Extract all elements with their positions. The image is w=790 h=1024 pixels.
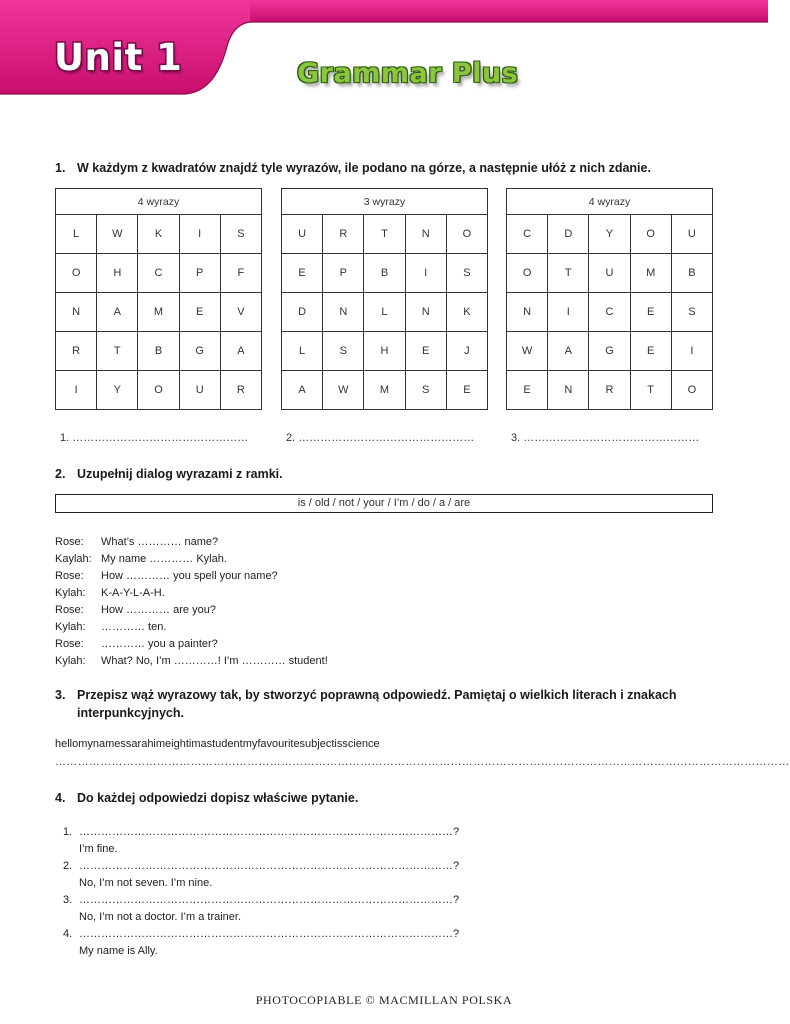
dialogue-line: [55, 636, 328, 653]
dialogue-text: What’s ………… name?: [101, 536, 219, 548]
grid-letter: U: [282, 215, 323, 254]
grid-letter: O: [630, 215, 671, 254]
answer-blank-2[interactable]: 2. …………………………………………: [286, 432, 475, 444]
item-number: 1.: [63, 826, 73, 838]
dialogue-line: [55, 653, 328, 670]
grid-letter: S: [405, 370, 446, 409]
question-blank[interactable]: …………………………………………………………………………………………?: [79, 860, 460, 872]
grid-letter: S: [446, 254, 487, 293]
dialogue-line: [55, 619, 328, 636]
exercise-number: 3.: [55, 688, 66, 702]
grid-letter: N: [507, 293, 548, 332]
grid-letter: N: [323, 293, 364, 332]
instruction-text-continued: interpunkcyjnych.: [77, 706, 184, 720]
dialogue-text: How ………… are you?: [101, 604, 216, 616]
answer-text: No, I’m not seven. I’m nine.: [79, 877, 213, 889]
word-snake: hellomynamessarahimeightimastudentmyfavouritesubjectisscience: [55, 738, 380, 750]
grid-letter: T: [630, 370, 671, 409]
grid-letter: E: [446, 370, 487, 409]
answer-text: My name is Ally.: [79, 945, 158, 957]
unit-title: Unit 1: [54, 36, 183, 79]
instruction-text: W każdym z kwadratów znajdź tyle wyrazów, ile podano na górze, a następnie ułóż z nich zdanie.: [77, 161, 651, 175]
speaker: Kaylah:: [55, 553, 92, 565]
grid-letter: A: [220, 332, 261, 371]
exercise-4-instruction: [55, 789, 358, 807]
grid-letter: A: [282, 370, 323, 409]
grid-letter: P: [323, 254, 364, 293]
grid-letter: I: [179, 215, 220, 254]
grid-letter: O: [671, 370, 712, 409]
dialogue-line: [55, 551, 328, 568]
grid-letter: U: [589, 254, 630, 293]
answer-blank-1[interactable]: 1. …………………………………………: [60, 432, 249, 444]
dialogue-text: How ………… you spell your name?: [101, 570, 278, 582]
grid-letter: T: [97, 332, 138, 371]
answer-line[interactable]: ……………………………………………………………………………………………………………………………………………………………………………: [55, 756, 790, 768]
grid-letter: T: [364, 215, 405, 254]
item-number: 3.: [63, 894, 73, 906]
grid-letter: W: [97, 215, 138, 254]
grid-letter: I: [671, 332, 712, 371]
dialogue-text: K-A-Y-L-A-H.: [101, 587, 165, 599]
question-answer-list: [63, 824, 459, 960]
dialogue-line: [55, 602, 328, 619]
question-line[interactable]: [63, 926, 459, 943]
instruction-text: Uzupełnij dialog wyrazami z ramki.: [77, 467, 283, 481]
question-line[interactable]: [63, 824, 459, 841]
dialogue-text: What? No, I’m …………! I’m ………… student!: [101, 655, 328, 667]
word-box: is / old / not / your / I’m / do / a / are: [55, 494, 713, 513]
dialogue-line: [55, 534, 328, 551]
grid-letter: J: [446, 332, 487, 371]
grid-letter: D: [548, 215, 589, 254]
word-grid-3: [506, 188, 713, 410]
speaker: Kylah:: [55, 587, 86, 599]
dialogue-text: ………… ten.: [101, 621, 167, 633]
exercise-number: 4.: [55, 791, 66, 805]
grid-letter: L: [364, 293, 405, 332]
grid-letter: R: [589, 370, 630, 409]
grid-header: 3 wyrazy: [282, 189, 488, 215]
grid-letter: E: [179, 293, 220, 332]
question-blank[interactable]: …………………………………………………………………………………………?: [79, 928, 460, 940]
grid-letter: W: [507, 332, 548, 371]
item-number: 2.: [63, 860, 73, 872]
grid-letter: N: [548, 370, 589, 409]
grid-letter: B: [364, 254, 405, 293]
grid-letter: W: [323, 370, 364, 409]
grid-letter: R: [323, 215, 364, 254]
grid-letter: F: [220, 254, 261, 293]
grid-letter: S: [323, 332, 364, 371]
grid-letter: M: [630, 254, 671, 293]
grid-letter: B: [138, 332, 179, 371]
speaker: Kylah:: [55, 655, 86, 667]
grid-letter: I: [405, 254, 446, 293]
exercise-2-instruction: [55, 465, 283, 483]
grid-letter: G: [179, 332, 220, 371]
question-line[interactable]: [63, 858, 459, 875]
answer-text: No, I’m not a doctor. I’m a trainer.: [79, 911, 242, 923]
word-grid-2: [281, 188, 488, 410]
grid-letter: E: [630, 293, 671, 332]
grid-letter: E: [282, 254, 323, 293]
dialogue: [55, 534, 328, 670]
grid-letter: A: [548, 332, 589, 371]
grid-letter: O: [56, 254, 97, 293]
grid-letter: U: [671, 215, 712, 254]
grid-letter: O: [507, 254, 548, 293]
grid-letter: E: [630, 332, 671, 371]
exercise-1-instruction: [55, 159, 651, 177]
grid-letter: I: [56, 370, 97, 409]
speaker: Rose:: [55, 570, 84, 582]
grid-letter: H: [97, 254, 138, 293]
speaker: Kylah:: [55, 621, 86, 633]
grid-letter: T: [548, 254, 589, 293]
grid-letter: N: [405, 293, 446, 332]
grid-letter: S: [671, 293, 712, 332]
instruction-text: Do każdej odpowiedzi dopisz właściwe pytanie.: [77, 791, 359, 805]
grid-letter: O: [138, 370, 179, 409]
dialogue-line: [55, 568, 328, 585]
grid-letter: K: [138, 215, 179, 254]
question-blank[interactable]: …………………………………………………………………………………………?: [79, 894, 460, 906]
grid-letter: A: [97, 293, 138, 332]
dialogue-text: My name ………… Kylah.: [101, 553, 227, 565]
grid-letter: Y: [97, 370, 138, 409]
dialogue-text: ………… you a painter?: [101, 638, 218, 650]
grid-letter: V: [220, 293, 261, 332]
grid-letter: N: [405, 215, 446, 254]
speaker: Rose:: [55, 638, 84, 650]
grid-letter: C: [507, 215, 548, 254]
grid-letter: P: [179, 254, 220, 293]
grid-letter: U: [179, 370, 220, 409]
dialogue-line: [55, 585, 328, 602]
grid-letter: B: [671, 254, 712, 293]
question-blank[interactable]: …………………………………………………………………………………………?: [79, 826, 460, 838]
grid-letter: C: [589, 293, 630, 332]
grid-letter: N: [56, 293, 97, 332]
grid-letter: E: [507, 370, 548, 409]
grid-letter: G: [589, 332, 630, 371]
grid-letter: O: [446, 215, 487, 254]
question-line[interactable]: [63, 892, 459, 909]
answer-blank-3[interactable]: 3. …………………………………………: [511, 432, 700, 444]
grid-letter: S: [220, 215, 261, 254]
grid-letter: L: [56, 215, 97, 254]
word-grid-1: [55, 188, 262, 410]
grid-letter: I: [548, 293, 589, 332]
grid-letter: K: [446, 293, 487, 332]
grid-letter: R: [56, 332, 97, 371]
answer-text: I’m fine.: [79, 843, 118, 855]
grid-letter: C: [138, 254, 179, 293]
grid-letter: L: [282, 332, 323, 371]
grid-letter: R: [220, 370, 261, 409]
exercise-number: 2.: [55, 467, 66, 481]
grid-header: 4 wyrazy: [56, 189, 262, 215]
grid-letter: Y: [589, 215, 630, 254]
grid-header: 4 wyrazy: [507, 189, 713, 215]
grid-letter: E: [405, 332, 446, 371]
exercise-3-instruction: [55, 686, 677, 722]
copyright-footer: PHOTOCOPIABLE © MACMILLAN POLSKA: [255, 993, 513, 1007]
section-title: Grammar Plus: [297, 58, 519, 89]
grid-letter: H: [364, 332, 405, 371]
speaker: Rose:: [55, 536, 84, 548]
item-number: 4.: [63, 928, 73, 940]
grid-letter: D: [282, 293, 323, 332]
instruction-text: Przepisz wąż wyrazowy tak, by stworzyć poprawną odpowiedź. Pamiętaj o wielkich literach i znakach: [77, 688, 677, 702]
speaker: Rose:: [55, 604, 84, 616]
grid-letter: M: [138, 293, 179, 332]
grid-letter: M: [364, 370, 405, 409]
exercise-number: 1.: [55, 161, 66, 175]
